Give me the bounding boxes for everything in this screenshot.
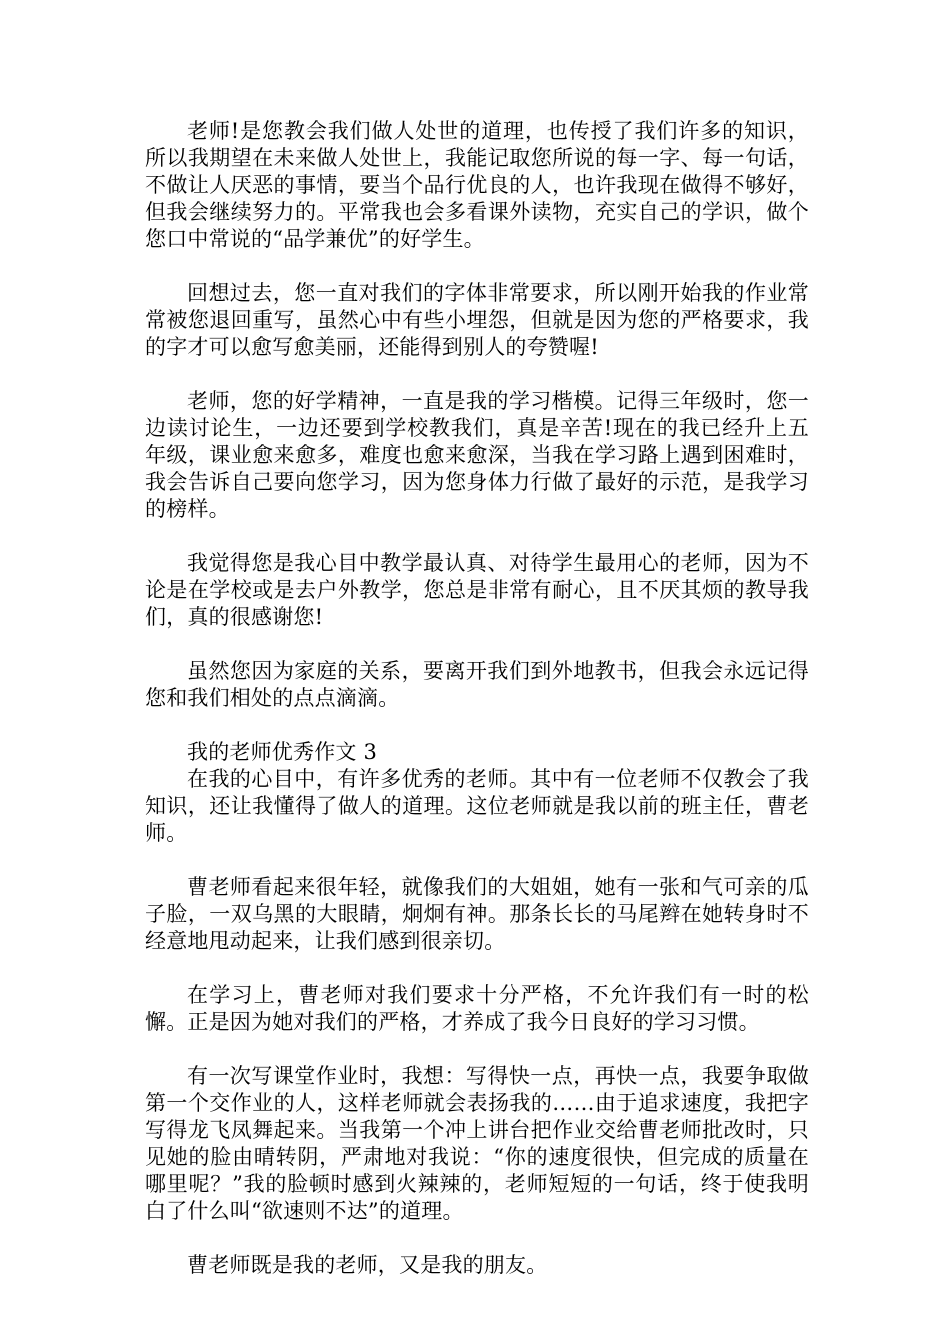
paragraph-9: 有一次写课堂作业时，我想：写得快一点，再快一点，我要争取做第一个交作业的人，这样老师就会表扬我的……由于追求速度，我把字写得龙飞凤舞起来。当我第一个冲上讲台把作业交给曹老师批改时，只见她的脸由晴转阴，严肃地对我说：“你的速度很快，但完成的质量在哪里呢？”我的脸顿时感到火辣辣的，老师短短的一句话，终于使我明白了什么叫“欲速则不达”的道理。 [145, 1064, 809, 1223]
paragraph-5: 虽然您因为家庭的关系，要离开我们到外地教书，但我会永远记得您和我们相处的点点滴滴。 [145, 659, 809, 710]
paragraph-2: 回想过去，您一直对我们的字体非常要求，所以刚开始我的作业常常被您退回重写，虽然心中有些小埋怨，但就是因为您的严格要求，我的字才可以愈写愈美丽，还能得到别人的夸赞喔! [145, 281, 809, 359]
paragraph-3: 老师，您的好学精神，一直是我的学习楷模。记得三年级时，您一边读讨论生，一边还要到学校教我们，真是辛苦!现在的我已经升上五年级，课业愈来愈多，难度也愈来愈深，当我在学习路上遇到困难时，我会告诉自己要向您学习，因为您身体力行做了最好的示范，是我学习的榜样。 [145, 389, 809, 521]
document-page [145, 118, 809, 1279]
paragraph-7: 曹老师看起来很年轻，就像我们的大姐姐，她有一张和气可亲的瓜子脸，一双乌黑的大眼睛，炯炯有神。那条长长的马尾辫在她转身时不经意地甩动起来，让我们感到很亲切。 [145, 875, 809, 953]
paragraph-8: 在学习上，曹老师对我们要求十分严格，不允许我们有一时的松懈。正是因为她对我们的严格，才养成了我今日良好的学习习惯。 [145, 983, 809, 1034]
paragraph-10: 曹老师既是我的老师，又是我的朋友。 [187, 1253, 548, 1277]
section-title: 我的老师优秀作文 3 [187, 740, 378, 764]
paragraph-6: 在我的心目中，有许多优秀的老师。其中有一位老师不仅教会了我知识，还让我懂得了做人的道理。这位老师就是我以前的班主任，曹老师。 [145, 767, 809, 845]
paragraph-1: 老师!是您教会我们做人处世的道理，也传授了我们许多的知识，所以我期望在未来做人处世上，我能记取您所说的每一字、每一句话，不做让人厌恶的事情，要当个品行优良的人，也许我现在做得不够好，但我会继续努力的。平常我也会多看课外读物，充实自己的学识，做个您口中常说的“品学兼优”的好学生。 [145, 119, 809, 251]
paragraph-4: 我觉得您是我心目中教学最认真、对待学生最用心的老师，因为不论是在学校或是去户外教学，您总是非常有耐心，且不厌其烦的教导我们，真的很感谢您! [145, 551, 809, 629]
